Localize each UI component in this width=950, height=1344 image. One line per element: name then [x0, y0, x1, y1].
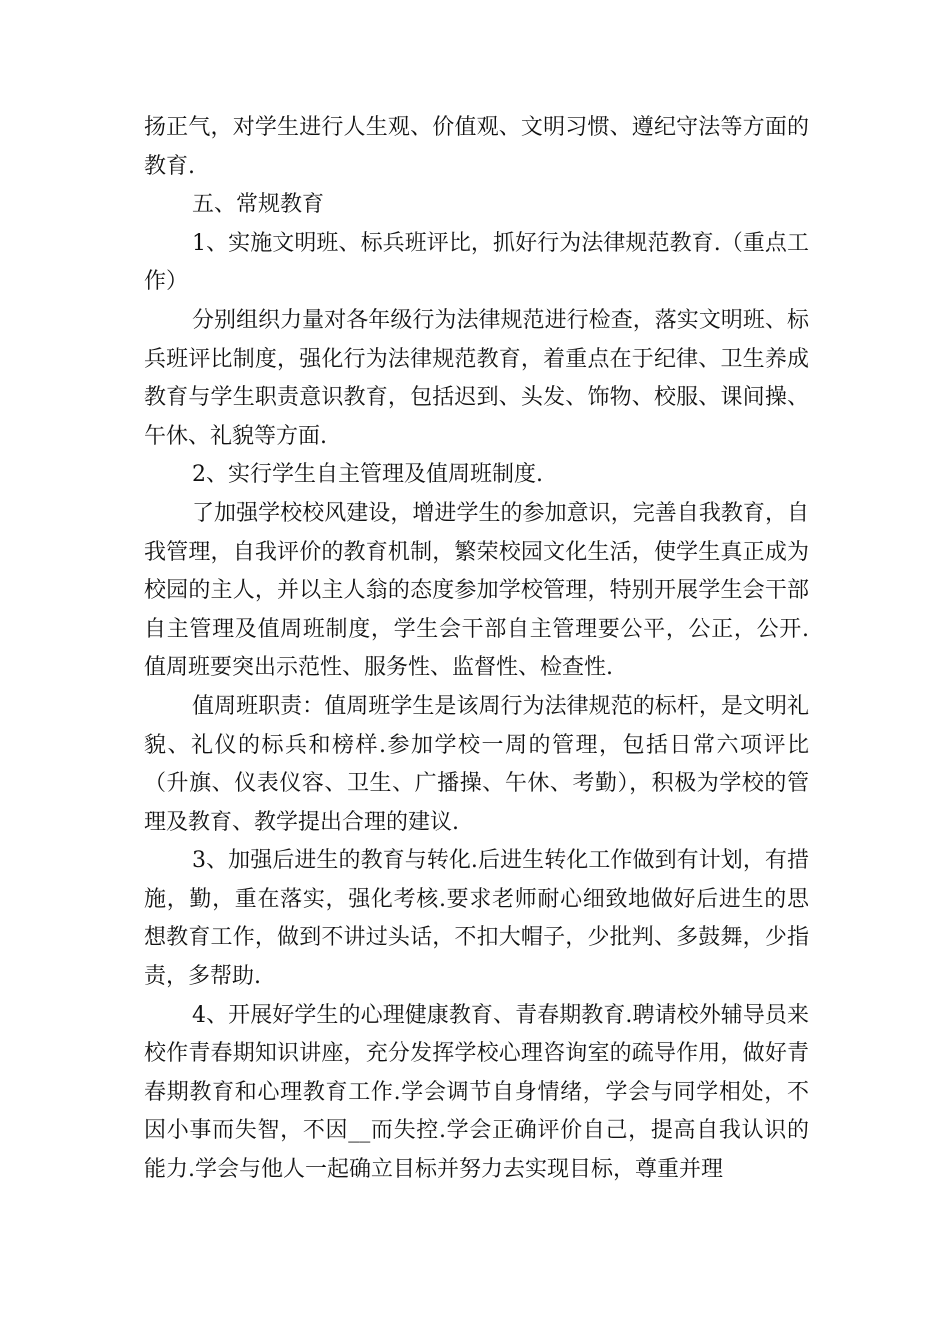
paragraph-item-1-body: 分别组织力量对各年级行为法律规范进行检查，落实文明班、标兵班评比制度，强化行为法律规范教育，着重点在于纪律、卫生养成教育与学生职责意识教育，包括迟到、头发、饰物、校服、课间操、午休、礼貌等方面.	[144, 307, 809, 449]
section-heading: 五、常规教育	[192, 192, 325, 218]
paragraph-continuation: 扬正气，对学生进行人生观、价值观、文明习惯、遵纪守法等方面的教育.	[144, 115, 809, 179]
paragraph-item-1-title: 1、实施文明班、标兵班评比，抓好行为法律规范教育.（重点工作）	[144, 230, 809, 295]
paragraph-item-2-body: 了加强学校校风建设，增进学生的参加意识，完善自我教育，自我管理，自我评价的教育机制，繁荣校园文化生活，使学生真正成为校园的主人，并以主人翁的态度参加学校管理，特别开展学生会干部自主管理及值周班制度，学生会干部自主管理要公平，公正，公开.值周班要突出示范性、服务性、监督性、检查性.	[144, 500, 809, 681]
paragraph-item-2-title: 2、实行学生自主管理及值周班制度.	[192, 462, 543, 488]
paragraph-duty-class: 值周班职责：值周班学生是该周行为法律规范的标杆，是文明礼貌、礼仪的标兵和榜样.参加学校一周的管理，包括日常六项评比（升旗、仪表仪容、卫生、广播操、午休、考勤），积极为学校的管理及教育、教学提出合理的建议.	[144, 693, 809, 835]
paragraph-item-4: 4、开展好学生的心理健康教育、青春期教育.聘请校外辅导员来校作青春期知识讲座，充分发挥学校心理咨询室的疏导作用，做好青春期教育和心理教育工作.学会调节自身情绪，学会与同学相处，不因小事而失智，不因__而失控.学会正确评价自己，提高自我认识的能力.学会与他人一起确立目标并努力去实现目标，尊重并理	[144, 1002, 809, 1183]
document-page	[144, 109, 809, 1190]
paragraph-item-3: 3、加强后进生的教育与转化.后进生转化工作做到有计划，有措施，勤，重在落实，强化考核.要求老师耐心细致地做好后进生的思想教育工作，做到不讲过头话，不扣大帽子，少批判、多鼓舞，少指责，多帮助.	[144, 848, 809, 990]
